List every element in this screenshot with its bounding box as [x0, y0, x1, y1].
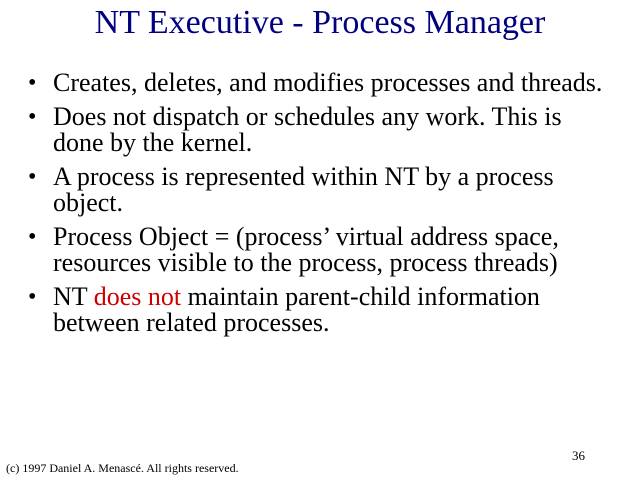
- page-number: 36: [572, 448, 585, 463]
- bullet-marker: •: [28, 284, 37, 310]
- bullet-text-after: maintain parent-child information between related processes.: [53, 282, 540, 337]
- bullet-item: [28, 284, 618, 336]
- bullet-text: Creates, deletes, and modifies processes and threads.: [53, 68, 603, 97]
- bullet-item: [28, 164, 618, 216]
- emphasis-text: does not: [93, 282, 182, 311]
- bullet-list: [28, 70, 618, 344]
- bullet-marker: •: [28, 70, 37, 96]
- bullet-marker: •: [28, 104, 37, 130]
- slide-title: NT Executive - Process Manager: [94, 4, 546, 41]
- bullet-marker: •: [28, 224, 37, 250]
- bullet-item: [28, 70, 618, 96]
- bullet-text: A process is represented within NT by a process object.: [53, 162, 554, 217]
- bullet-item: [28, 224, 618, 276]
- bullet-marker: •: [28, 164, 37, 190]
- copyright-notice: (c) 1997 Daniel A. Menascé. All rights reserved.: [6, 461, 239, 475]
- bullet-text-before: NT: [53, 282, 94, 311]
- bullet-text: Process Object = (process’ virtual address space, resources visible to the process, process threads): [53, 222, 559, 277]
- bullet-text: Does not dispatch or schedules any work. This is done by the kernel.: [53, 102, 562, 157]
- bullet-item: [28, 104, 618, 156]
